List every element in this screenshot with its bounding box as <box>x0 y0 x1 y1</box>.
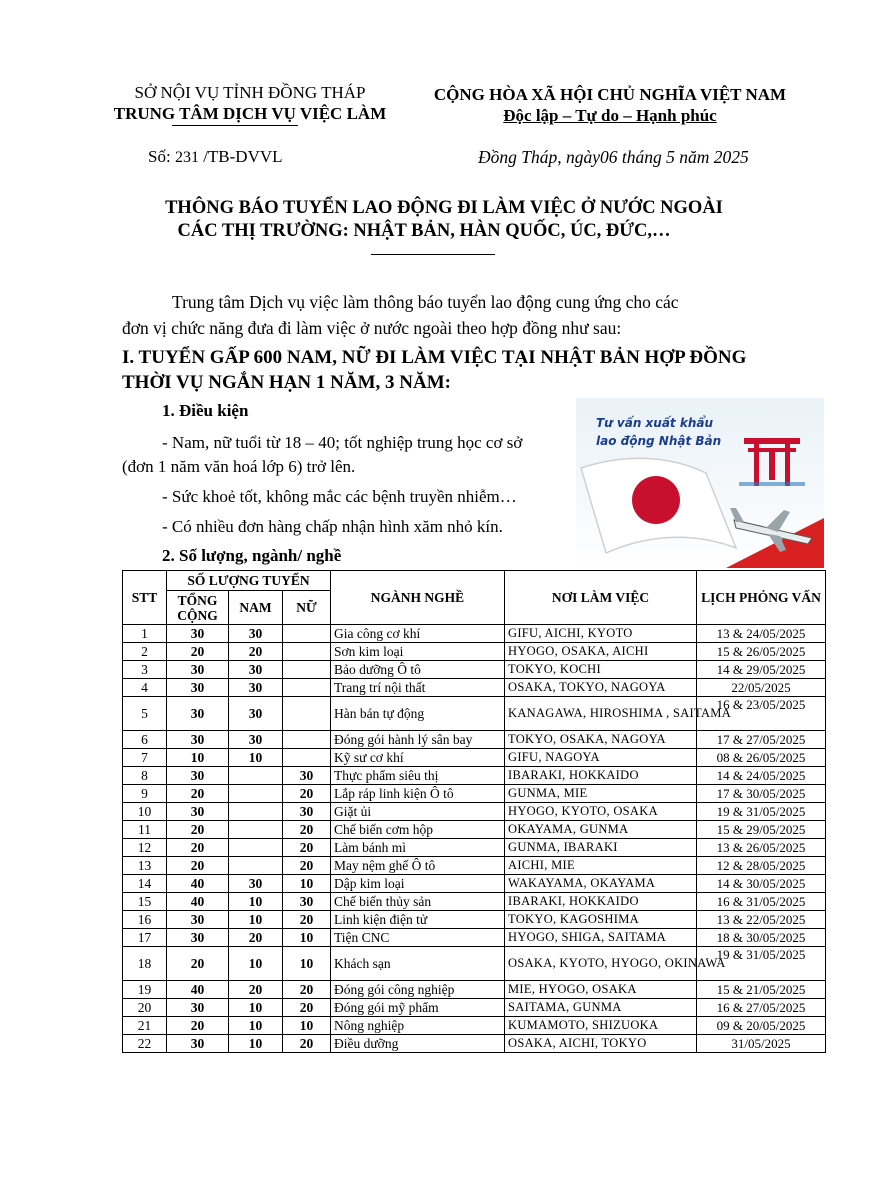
row-total: 20 <box>167 857 229 875</box>
row-male: 30 <box>229 731 283 749</box>
table-row <box>123 803 826 821</box>
row-male <box>229 821 283 839</box>
row-job: Gia công cơ khí <box>331 625 505 643</box>
row-total: 30 <box>167 929 229 947</box>
header-female: NỮ <box>283 591 331 625</box>
row-female <box>283 731 331 749</box>
row-male: 10 <box>229 947 283 981</box>
row-total: 40 <box>167 893 229 911</box>
agency-name: TRUNG TÂM DỊCH VỤ VIỆC LÀM <box>113 104 387 123</box>
row-job: Sơn kim loại <box>331 643 505 661</box>
table-row <box>123 893 826 911</box>
title-line2: CÁC THỊ TRƯỜNG: NHẬT BẢN, HÀN QUỐC, ÚC, ĐỨC,… <box>177 221 671 241</box>
row-schedule: 17 & 27/05/2025 <box>697 731 826 749</box>
row-female <box>283 749 331 767</box>
row-total: 20 <box>167 785 229 803</box>
row-stt: 21 <box>123 1017 167 1035</box>
promo-line2: lao động Nhật Bản <box>596 434 722 448</box>
row-male: 30 <box>229 697 283 731</box>
row-schedule: 19 & 31/05/2025 <box>697 947 826 981</box>
promo-line1: Tư vấn xuất khẩu <box>596 416 714 430</box>
row-location: OSAKA, AICHI, TOKYO <box>505 1035 697 1053</box>
row-location: GUNMA, IBARAKI <box>505 839 697 857</box>
row-job: Giặt ủi <box>331 803 505 821</box>
row-female: 10 <box>283 1017 331 1035</box>
row-schedule: 14 & 30/05/2025 <box>697 875 826 893</box>
table-row <box>123 911 826 929</box>
row-stt: 4 <box>123 679 167 697</box>
row-schedule: 09 & 20/05/2025 <box>697 1017 826 1035</box>
row-stt: 22 <box>123 1035 167 1053</box>
row-job: Kỹ sư cơ khí <box>331 749 505 767</box>
row-schedule: 19 & 31/05/2025 <box>697 803 826 821</box>
row-total: 30 <box>167 625 229 643</box>
row-location: WAKAYAMA, OKAYAMA <box>505 875 697 893</box>
agency-parent: SỞ NỘI VỤ TỈNH ĐỒNG THÁP <box>134 83 366 102</box>
condition-1: - Nam, nữ tuổi từ 18 – 40; tốt nghiệp trung học cơ sở <box>162 433 523 452</box>
table-row <box>123 661 826 679</box>
row-total: 30 <box>167 731 229 749</box>
row-male: 20 <box>229 929 283 947</box>
row-total: 10 <box>167 749 229 767</box>
table-row <box>123 947 826 981</box>
row-schedule: 15 & 21/05/2025 <box>697 981 826 999</box>
row-job: Đóng gói hành lý sân bay <box>331 731 505 749</box>
row-location: AICHI, MIE <box>505 857 697 875</box>
number-value: 231 <box>174 149 199 166</box>
table-body <box>123 625 826 1053</box>
promo-illustration <box>576 398 824 568</box>
row-male: 30 <box>229 679 283 697</box>
row-job: Đóng gói công nghiệp <box>331 981 505 999</box>
row-male: 20 <box>229 981 283 999</box>
row-total: 30 <box>167 999 229 1017</box>
row-job: Chế biến thủy sản <box>331 893 505 911</box>
row-location: HYOGO, OSAKA, AICHI <box>505 643 697 661</box>
table-row <box>123 857 826 875</box>
row-total: 30 <box>167 803 229 821</box>
row-schedule: 13 & 22/05/2025 <box>697 911 826 929</box>
table-row <box>123 929 826 947</box>
row-female: 20 <box>283 1035 331 1053</box>
row-location: IBARAKI, HOKKAIDO <box>505 767 697 785</box>
row-total: 30 <box>167 679 229 697</box>
motto-text: Độc lập – Tự do – Hạnh phúc <box>503 106 717 125</box>
section-heading-line2: THỜI VỤ NGẮN HẠN 1 NĂM, 3 NĂM: <box>122 372 451 393</box>
row-total: 30 <box>167 1035 229 1053</box>
row-job: Lắp ráp linh kiện Ô tô <box>331 785 505 803</box>
row-male: 10 <box>229 1035 283 1053</box>
row-male: 10 <box>229 911 283 929</box>
document-number <box>148 146 283 169</box>
table-row <box>123 767 826 785</box>
row-schedule: 31/05/2025 <box>697 1035 826 1053</box>
row-stt: 1 <box>123 625 167 643</box>
row-location: TOKYO, OSAKA, NAGOYA <box>505 731 697 749</box>
intro-line1: Trung tâm Dịch vụ việc làm thông báo tuyển lao động cung ứng cho các <box>172 292 679 312</box>
agency-underline <box>172 125 298 126</box>
row-location: HYOGO, SHIGA, SAITAMA <box>505 929 697 947</box>
row-female: 10 <box>283 929 331 947</box>
row-female <box>283 679 331 697</box>
row-stt: 13 <box>123 857 167 875</box>
national-title: CỘNG HÒA XÃ HỘI CHỦ NGHĨA VIỆT NAM <box>433 85 787 104</box>
row-job: Chế biến cơm hộp <box>331 821 505 839</box>
date-line: Đồng Tháp, ngày06 tháng 5 năm 2025 <box>478 147 749 167</box>
header-total: TỔNG CỘNG <box>167 591 229 625</box>
row-job: Dập kim loại <box>331 875 505 893</box>
row-location: TOKYO, KAGOSHIMA <box>505 911 697 929</box>
row-stt: 5 <box>123 697 167 731</box>
row-location: MIE, HYOGO, OSAKA <box>505 981 697 999</box>
row-stt: 17 <box>123 929 167 947</box>
row-male <box>229 857 283 875</box>
row-female: 20 <box>283 857 331 875</box>
row-total: 40 <box>167 875 229 893</box>
row-female: 20 <box>283 821 331 839</box>
row-male: 30 <box>229 875 283 893</box>
row-job: Làm bánh mì <box>331 839 505 857</box>
table-row <box>123 679 826 697</box>
japan-promo-image <box>576 398 824 568</box>
number-suffix: /TB-DVVL <box>203 147 283 166</box>
table-row <box>123 1035 826 1053</box>
row-schedule: 14 & 24/05/2025 <box>697 767 826 785</box>
row-job: Hàn bán tự động <box>331 697 505 731</box>
row-job: Linh kiện điện tử <box>331 911 505 929</box>
row-schedule: 13 & 26/05/2025 <box>697 839 826 857</box>
table-row <box>123 821 826 839</box>
row-total: 20 <box>167 821 229 839</box>
table-row <box>123 839 826 857</box>
row-total: 30 <box>167 911 229 929</box>
row-male: 20 <box>229 643 283 661</box>
row-stt: 2 <box>123 643 167 661</box>
header-male: NAM <box>229 591 283 625</box>
row-location: GUNMA, MIE <box>505 785 697 803</box>
row-job: Đóng gói mỹ phẩm <box>331 999 505 1017</box>
number-prefix: Số: <box>148 147 171 166</box>
row-stt: 8 <box>123 767 167 785</box>
row-female <box>283 661 331 679</box>
row-schedule: 18 & 30/05/2025 <box>697 929 826 947</box>
conditions-heading: 1. Điều kiện <box>162 401 249 420</box>
row-location: GIFU, NAGOYA <box>505 749 697 767</box>
row-stt: 16 <box>123 911 167 929</box>
table-row <box>123 785 826 803</box>
header-location: NƠI LÀM VIỆC <box>505 571 697 625</box>
row-schedule: 14 & 29/05/2025 <box>697 661 826 679</box>
row-stt: 10 <box>123 803 167 821</box>
row-total: 20 <box>167 1017 229 1035</box>
row-stt: 9 <box>123 785 167 803</box>
row-schedule: 16 & 31/05/2025 <box>697 893 826 911</box>
row-male: 10 <box>229 893 283 911</box>
row-total: 40 <box>167 981 229 999</box>
row-female: 10 <box>283 947 331 981</box>
row-female <box>283 643 331 661</box>
row-schedule: 13 & 24/05/2025 <box>697 625 826 643</box>
row-stt: 11 <box>123 821 167 839</box>
row-total: 30 <box>167 661 229 679</box>
header-stt: STT <box>123 571 167 625</box>
row-total: 20 <box>167 643 229 661</box>
job-table <box>122 570 826 1053</box>
header-job: NGÀNH NGHỀ <box>331 571 505 625</box>
row-stt: 20 <box>123 999 167 1017</box>
row-location: GIFU, AICHI, KYOTO <box>505 625 697 643</box>
table-row <box>123 697 826 731</box>
row-female <box>283 697 331 731</box>
table-row <box>123 981 826 999</box>
table-row <box>123 999 826 1017</box>
header-schedule: LỊCH PHỎNG VẤN <box>697 571 826 625</box>
row-schedule: 17 & 30/05/2025 <box>697 785 826 803</box>
row-stt: 7 <box>123 749 167 767</box>
title-line1: THÔNG BÁO TUYỂN LAO ĐỘNG ĐI LÀM VIỆC Ở NƯỚC NGOÀI <box>165 198 723 218</box>
table-row <box>123 625 826 643</box>
row-job: Khách sạn <box>331 947 505 981</box>
row-schedule: 16 & 23/05/2025 <box>697 697 826 731</box>
row-male <box>229 785 283 803</box>
row-job: Nông nghiệp <box>331 1017 505 1035</box>
row-job: Tiện CNC <box>331 929 505 947</box>
quantity-heading: 2. Số lượng, ngành/ nghề <box>162 546 342 565</box>
row-male: 30 <box>229 625 283 643</box>
table-row <box>123 731 826 749</box>
row-schedule: 12 & 28/05/2025 <box>697 857 826 875</box>
table-row <box>123 875 826 893</box>
table-row <box>123 643 826 661</box>
row-male: 10 <box>229 999 283 1017</box>
row-location: KANAGAWA, HIROSHIMA , SAITAMA <box>505 697 697 731</box>
table-row <box>123 1017 826 1035</box>
row-location: HYOGO, KYOTO, OSAKA <box>505 803 697 821</box>
row-male <box>229 839 283 857</box>
row-location: OSAKA, KYOTO, HYOGO, OKINAWA <box>505 947 697 981</box>
row-female: 20 <box>283 981 331 999</box>
torii-gate-icon <box>739 438 805 486</box>
row-schedule: 15 & 26/05/2025 <box>697 643 826 661</box>
row-location: KUMAMOTO, SHIZUOKA <box>505 1017 697 1035</box>
national-motto <box>420 105 800 127</box>
row-location: TOKYO, KOCHI <box>505 661 697 679</box>
row-job: Trang trí nội thất <box>331 679 505 697</box>
row-female: 20 <box>283 999 331 1017</box>
row-total: 20 <box>167 947 229 981</box>
row-job: Bảo dưỡng Ô tô <box>331 661 505 679</box>
row-stt: 19 <box>123 981 167 999</box>
row-location: OSAKA, TOKYO, NAGOYA <box>505 679 697 697</box>
row-male: 10 <box>229 1017 283 1035</box>
row-location: SAITAMA, GUNMA <box>505 999 697 1017</box>
row-total: 20 <box>167 839 229 857</box>
row-schedule: 22/05/2025 <box>697 679 826 697</box>
row-stt: 12 <box>123 839 167 857</box>
row-female: 30 <box>283 893 331 911</box>
condition-3: - Có nhiều đơn hàng chấp nhận hình xăm nhỏ kín. <box>162 517 503 536</box>
row-female: 20 <box>283 785 331 803</box>
row-male: 10 <box>229 749 283 767</box>
row-total: 30 <box>167 697 229 731</box>
row-female: 10 <box>283 875 331 893</box>
row-female: 30 <box>283 803 331 821</box>
row-male <box>229 803 283 821</box>
row-stt: 3 <box>123 661 167 679</box>
row-female <box>283 625 331 643</box>
section-heading-line1: I. TUYỂN GẤP 600 NAM, NỮ ĐI LÀM VIỆC TẠI NHẬT BẢN HỢP ĐỒNG <box>122 347 747 368</box>
row-job: May nệm ghế Ô tô <box>331 857 505 875</box>
row-location: IBARAKI, HOKKAIDO <box>505 893 697 911</box>
intro-line2: đơn vị chức năng đưa đi làm việc ở nước ngoài theo hợp đồng như sau: <box>122 318 622 338</box>
row-total: 30 <box>167 767 229 785</box>
title-divider <box>371 254 495 255</box>
table-row <box>123 749 826 767</box>
row-female: 20 <box>283 911 331 929</box>
row-female: 30 <box>283 767 331 785</box>
row-schedule: 08 & 26/05/2025 <box>697 749 826 767</box>
condition-1-cont: (đơn 1 năm văn hoá lớp 6) trở lên. <box>122 457 356 476</box>
row-male: 30 <box>229 661 283 679</box>
row-female: 20 <box>283 839 331 857</box>
row-stt: 14 <box>123 875 167 893</box>
row-schedule: 15 & 29/05/2025 <box>697 821 826 839</box>
row-male <box>229 767 283 785</box>
row-job: Điều dưỡng <box>331 1035 505 1053</box>
flag-sun-icon <box>632 476 680 524</box>
row-schedule: 16 & 27/05/2025 <box>697 999 826 1017</box>
row-stt: 6 <box>123 731 167 749</box>
row-location: OKAYAMA, GUNMA <box>505 821 697 839</box>
header-quantity: SỐ LƯỢNG TUYỂN <box>167 571 331 591</box>
condition-2: - Sức khoẻ tốt, không mắc các bệnh truyền nhiễm… <box>162 487 517 506</box>
row-job: Thực phẩm siêu thị <box>331 767 505 785</box>
row-stt: 18 <box>123 947 167 981</box>
row-stt: 15 <box>123 893 167 911</box>
